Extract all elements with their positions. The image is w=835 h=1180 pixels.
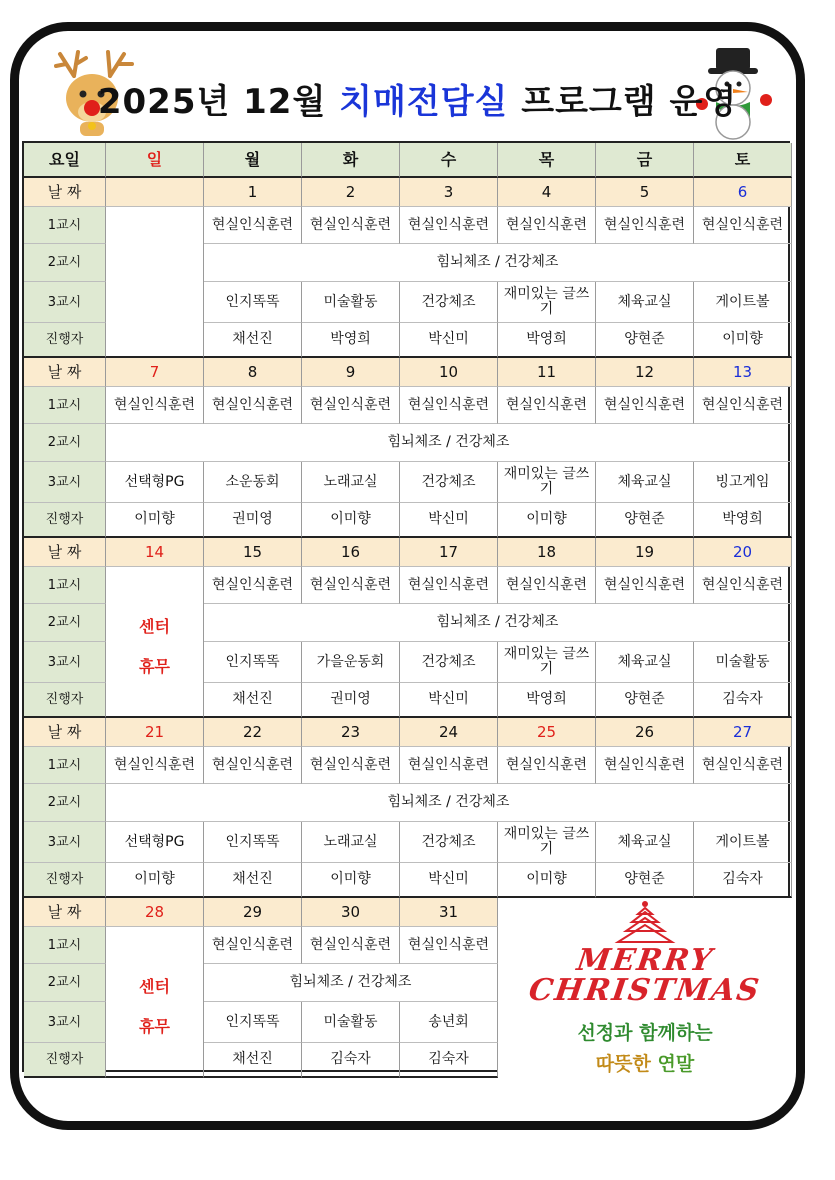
date-cell: 25 [498,718,596,747]
row-label-p3: 3교시 [24,462,106,503]
program-cell: 인지똑똑 [204,282,302,323]
program-cell: 현실인식훈련 [596,387,694,424]
program-cell: 선택형PG [106,462,204,503]
leader-cell: 채선진 [204,1043,302,1078]
program-cell: 게이트볼 [694,822,792,863]
date-cell: 20 [694,538,792,567]
leader-cell: 양현준 [596,863,694,898]
program-cell: 현실인식훈련 [302,207,400,244]
row-label-p1: 1교시 [24,747,106,784]
date-cell: 3 [400,178,498,207]
row-label-date: 날 짜 [24,178,106,207]
row-label-date: 날 짜 [24,538,106,567]
leader-cell: 양현준 [596,323,694,358]
row-label-p3: 3교시 [24,822,106,863]
leader-cell: 박영희 [498,323,596,358]
date-cell: 11 [498,358,596,387]
leader-cell: 권미영 [302,683,400,718]
row-label-leader: 진행자 [24,1043,106,1078]
leader-cell: 채선진 [204,683,302,718]
date-cell: 27 [694,718,792,747]
program-cell: 선택형PG [106,822,204,863]
weekday-5: 목 [498,143,596,178]
program-cell: 현실인식훈련 [106,387,204,424]
program-cell: 현실인식훈련 [596,207,694,244]
program-cell: 현실인식훈련 [694,387,792,424]
leader-cell: 이미향 [498,863,596,898]
program-cell: 현실인식훈련 [204,927,302,964]
weekday-2: 월 [204,143,302,178]
program-cell: 건강체조 [400,282,498,323]
date-cell: 14 [106,538,204,567]
program-cell: 현실인식훈련 [596,747,694,784]
leader-cell: 이미향 [498,503,596,538]
program-cell: 재미있는 글쓰기 [498,822,596,863]
weekday-1: 일 [106,143,204,178]
program-cell: 건강체조 [400,822,498,863]
program-cell: 송년회 [400,1002,498,1043]
row-label-p2: 2교시 [24,784,106,822]
program-cell: 현실인식훈련 [498,387,596,424]
leader-cell: 박신미 [400,863,498,898]
date-cell: 7 [106,358,204,387]
title-accent: 치매전담실 [339,82,509,122]
date-cell: 6 [694,178,792,207]
date-cell [106,178,204,207]
program-cell: 건강체조 [400,462,498,503]
date-cell: 31 [400,898,498,927]
merry-text: MERRY [574,943,716,978]
program-cell: 미술활동 [694,642,792,683]
date-cell: 30 [302,898,400,927]
message-line1: 선정과 함께하는 [577,1022,713,1044]
program-cell: 체육교실 [596,462,694,503]
row-label-p1: 1교시 [24,927,106,964]
program-cell: 현실인식훈련 [302,387,400,424]
row-label-p3: 3교시 [24,642,106,683]
leader-cell: 권미영 [204,503,302,538]
program-cell: 현실인식훈련 [694,567,792,604]
date-cell: 23 [302,718,400,747]
program-cell: 현실인식훈련 [498,207,596,244]
period2-span: 힘뇌체조 / 건강체조 [204,244,792,282]
date-cell: 12 [596,358,694,387]
date-cell: 28 [106,898,204,927]
leader-cell: 김숙자 [694,683,792,718]
leader-cell: 이미향 [302,503,400,538]
program-cell: 현실인식훈련 [204,207,302,244]
row-label-date: 날 짜 [24,358,106,387]
program-cell: 인지똑똑 [204,642,302,683]
program-cell: 재미있는 글쓰기 [498,462,596,503]
program-cell: 현실인식훈련 [204,387,302,424]
program-cell: 현실인식훈련 [498,747,596,784]
program-cell: 노래교실 [302,822,400,863]
christmas-tree-icon [608,900,682,946]
program-cell: 인지똑똑 [204,822,302,863]
sunday-closed-cell [106,567,204,718]
leader-cell: 김숙자 [694,863,792,898]
program-cell: 현실인식훈련 [694,747,792,784]
date-cell: 16 [302,538,400,567]
date-cell: 2 [302,178,400,207]
christmas-text: CHRISTMAS [526,973,764,1008]
date-cell: 18 [498,538,596,567]
leader-cell: 박신미 [400,323,498,358]
row-label-p1: 1교시 [24,387,106,424]
date-cell: 26 [596,718,694,747]
row-label-p2: 2교시 [24,244,106,282]
row-label-p1: 1교시 [24,207,106,244]
date-cell: 19 [596,538,694,567]
sunday-closed-cell [106,207,204,358]
program-cell: 현실인식훈련 [694,207,792,244]
closed-label: 센터 [139,616,170,636]
leader-cell: 박영희 [694,503,792,538]
leader-cell: 양현준 [596,503,694,538]
program-cell: 체육교실 [596,642,694,683]
program-cell: 빙고게임 [694,462,792,503]
weekday-header: 요일 [24,143,106,178]
program-cell: 현실인식훈련 [400,207,498,244]
program-cell: 미술활동 [302,282,400,323]
leader-cell: 이미향 [302,863,400,898]
page-title: 2025년 12월 치매전담실 프로그램 운영 [97,82,738,122]
program-cell: 미술활동 [302,1002,400,1043]
period2-span: 힘뇌체조 / 건강체조 [204,604,792,642]
sunday-closed-cell [106,927,204,1078]
row-label-p2: 2교시 [24,964,106,1002]
program-cell: 현실인식훈련 [400,747,498,784]
row-label-p2: 2교시 [24,604,106,642]
period2-span: 힘뇌체조 / 건강체조 [106,424,792,462]
closed-label: 센터 [139,976,170,996]
row-label-p2: 2교시 [24,424,106,462]
weekday-4: 수 [400,143,498,178]
period2-span: 힘뇌체조 / 건강체조 [106,784,792,822]
program-cell: 체육교실 [596,822,694,863]
program-cell: 현실인식훈련 [400,927,498,964]
program-cell: 가을운동회 [302,642,400,683]
program-cell: 재미있는 글쓰기 [498,642,596,683]
schedule-table [22,141,790,1075]
weekday-6: 금 [596,143,694,178]
row-label-p3: 3교시 [24,1002,106,1043]
program-cell: 현실인식훈련 [400,567,498,604]
program-cell: 소운동회 [204,462,302,503]
leader-cell: 김숙자 [400,1043,498,1078]
row-label-leader: 진행자 [24,863,106,898]
leader-cell: 이미향 [694,323,792,358]
leader-cell: 채선진 [204,863,302,898]
leader-cell: 이미향 [106,863,204,898]
leader-cell: 박신미 [400,683,498,718]
program-cell: 게이트볼 [694,282,792,323]
row-label-p1: 1교시 [24,567,106,604]
date-cell: 8 [204,358,302,387]
leader-cell: 채선진 [204,323,302,358]
date-cell: 17 [400,538,498,567]
leader-cell: 박영희 [498,683,596,718]
date-cell: 5 [596,178,694,207]
date-cell: 13 [694,358,792,387]
period2-span: 힘뇌체조 / 건강체조 [204,964,498,1002]
message-line2: 따뜻한 연말 [595,1053,695,1075]
program-cell: 현실인식훈련 [106,747,204,784]
program-cell: 현실인식훈련 [498,567,596,604]
date-cell: 10 [400,358,498,387]
leader-cell: 김숙자 [302,1043,400,1078]
date-cell: 4 [498,178,596,207]
program-cell: 현실인식훈련 [302,747,400,784]
program-cell: 현실인식훈련 [302,927,400,964]
program-cell: 인지똑똑 [204,1002,302,1043]
program-cell: 현실인식훈련 [204,567,302,604]
program-cell: 체육교실 [596,282,694,323]
date-cell: 1 [204,178,302,207]
leader-cell: 이미향 [106,503,204,538]
leader-cell: 박영희 [302,323,400,358]
row-label-leader: 진행자 [24,503,106,538]
row-label-leader: 진행자 [24,683,106,718]
date-cell: 15 [204,538,302,567]
program-cell: 현실인식훈련 [204,747,302,784]
closed-label: 휴무 [139,1016,170,1036]
date-cell: 22 [204,718,302,747]
row-label-date: 날 짜 [24,898,106,927]
christmas-panel [498,898,792,1078]
program-cell: 건강체조 [400,642,498,683]
program-cell: 현실인식훈련 [596,567,694,604]
weekday-7: 토 [694,143,792,178]
date-cell: 9 [302,358,400,387]
weekday-3: 화 [302,143,400,178]
program-cell: 재미있는 글쓰기 [498,282,596,323]
date-cell: 21 [106,718,204,747]
closed-label: 휴무 [139,656,170,676]
row-label-leader: 진행자 [24,323,106,358]
date-cell: 29 [204,898,302,927]
leader-cell: 박신미 [400,503,498,538]
row-label-date: 날 짜 [24,718,106,747]
program-cell: 현실인식훈련 [302,567,400,604]
row-label-p3: 3교시 [24,282,106,323]
program-cell: 노래교실 [302,462,400,503]
program-cell: 현실인식훈련 [400,387,498,424]
leader-cell: 양현준 [596,683,694,718]
date-cell: 24 [400,718,498,747]
